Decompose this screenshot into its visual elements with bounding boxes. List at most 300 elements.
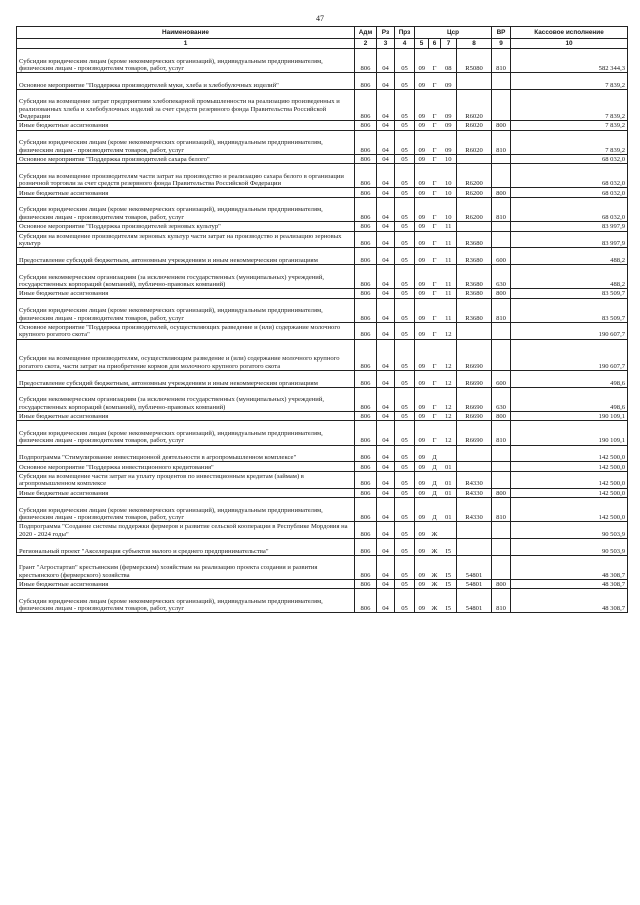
row-rz: 04 — [377, 339, 395, 370]
row-adm: 806 — [355, 522, 377, 539]
column-number: 5 — [415, 39, 429, 49]
row-cs-subprogram: Г — [429, 130, 441, 154]
row-adm: 806 — [355, 289, 377, 299]
row-sum: 48 308,7 — [511, 589, 628, 613]
row-adm: 806 — [355, 231, 377, 248]
row-adm: 806 — [355, 73, 377, 90]
table-row — [17, 130, 628, 154]
row-cs-direction: R3680 — [457, 289, 492, 299]
row-cs-subprogram: Г — [429, 298, 441, 322]
header-vr: ВР — [492, 27, 511, 39]
row-cs-direction — [457, 322, 492, 339]
column-number: 1 — [17, 39, 355, 49]
row-prz: 05 — [395, 522, 415, 539]
table-row — [17, 49, 628, 73]
row-cs-event: 12 — [441, 421, 457, 445]
row-cs-subprogram: Г — [429, 248, 441, 265]
row-vr: 800 — [492, 121, 511, 131]
table-row — [17, 121, 628, 131]
row-prz: 05 — [395, 73, 415, 90]
row-name: Субсидии на возмещение затрат предприятиям хлебопекарной промышленности на реализацию произведенных и реализованных хлеба и хлебобулочных изделий за счет средств резервного фонда Правительства Российской Федерации — [17, 89, 355, 120]
row-cs-direction: R3680 — [457, 248, 492, 265]
row-name: Субсидии юридическим лицам (кроме некоммерческих организаций), индивидуальным предпринимателям, физическим лицам - производителям товаров, работ, услуг — [17, 197, 355, 221]
table-row — [17, 462, 628, 472]
row-sum: 68 032,0 — [511, 164, 628, 188]
row-cs-program: 09 — [415, 154, 429, 164]
table-row — [17, 539, 628, 556]
column-number: 4 — [395, 39, 415, 49]
row-rz: 04 — [377, 188, 395, 198]
row-prz: 05 — [395, 130, 415, 154]
row-adm: 806 — [355, 555, 377, 579]
row-cs-event: 11 — [441, 231, 457, 248]
row-vr — [492, 231, 511, 248]
row-vr: 600 — [492, 371, 511, 388]
header-sum: Кассовое исполнение — [511, 27, 628, 39]
row-rz: 04 — [377, 197, 395, 221]
row-sum: 142 500,0 — [511, 498, 628, 522]
row-cs-direction: R6690 — [457, 411, 492, 421]
row-sum: 488,2 — [511, 248, 628, 265]
row-rz: 04 — [377, 73, 395, 90]
row-cs-subprogram: Г — [429, 89, 441, 120]
row-prz: 05 — [395, 539, 415, 556]
row-prz: 05 — [395, 488, 415, 498]
row-prz: 05 — [395, 289, 415, 299]
row-prz: 05 — [395, 445, 415, 462]
row-cs-subprogram: Г — [429, 411, 441, 421]
row-name: Субсидии некоммерческим организациям (за исключением государственных (муниципальных) учреждений, государственных корпораций (компаний), публично-правовых компаний) — [17, 387, 355, 411]
row-adm: 806 — [355, 121, 377, 131]
row-name: Предоставление субсидий бюджетным, автономным учреждениям и иным некоммерческим организациям — [17, 371, 355, 388]
row-cs-program: 09 — [415, 579, 429, 589]
row-cs-direction: R6690 — [457, 371, 492, 388]
row-vr: 630 — [492, 387, 511, 411]
row-cs-program: 09 — [415, 188, 429, 198]
row-cs-subprogram: Г — [429, 197, 441, 221]
row-rz: 04 — [377, 130, 395, 154]
row-cs-event: I5 — [441, 579, 457, 589]
row-name: Иные бюджетные ассигнования — [17, 121, 355, 131]
row-cs-event: 12 — [441, 371, 457, 388]
row-rz: 04 — [377, 421, 395, 445]
row-cs-event: 08 — [441, 49, 457, 73]
row-name: Иные бюджетные ассигнования — [17, 488, 355, 498]
row-vr — [492, 445, 511, 462]
row-prz: 05 — [395, 579, 415, 589]
row-cs-program: 09 — [415, 488, 429, 498]
row-cs-program: 09 — [415, 265, 429, 289]
row-sum: 83 509,7 — [511, 298, 628, 322]
row-cs-direction: R6020 — [457, 130, 492, 154]
row-name: Основное мероприятие "Поддержка производителей зерновых культур" — [17, 222, 355, 232]
row-vr — [492, 322, 511, 339]
row-cs-subprogram: Г — [429, 73, 441, 90]
row-cs-program: 09 — [415, 462, 429, 472]
row-vr: 630 — [492, 265, 511, 289]
row-cs-direction: 54801 — [457, 555, 492, 579]
row-cs-direction: R3680 — [457, 298, 492, 322]
row-cs-event: 09 — [441, 130, 457, 154]
row-rz: 04 — [377, 154, 395, 164]
row-rz: 04 — [377, 89, 395, 120]
row-cs-program: 09 — [415, 411, 429, 421]
row-cs-event: 11 — [441, 289, 457, 299]
table-row — [17, 498, 628, 522]
row-cs-program: 09 — [415, 121, 429, 131]
row-name: Субсидии юридическим лицам (кроме некоммерческих организаций), индивидуальным предпринимателям, физическим лицам - производителям товаров, работ, услуг — [17, 298, 355, 322]
row-rz: 04 — [377, 222, 395, 232]
row-cs-subprogram: Г — [429, 121, 441, 131]
row-sum: 68 032,0 — [511, 154, 628, 164]
row-vr: 800 — [492, 289, 511, 299]
row-cs-program: 09 — [415, 555, 429, 579]
row-cs-program: 09 — [415, 49, 429, 73]
row-cs-direction: R6690 — [457, 421, 492, 445]
row-cs-subprogram: Д — [429, 488, 441, 498]
row-adm: 806 — [355, 589, 377, 613]
table-row — [17, 522, 628, 539]
row-cs-subprogram: Ж — [429, 539, 441, 556]
table-row — [17, 197, 628, 221]
column-number-row — [17, 39, 628, 49]
row-cs-program: 09 — [415, 73, 429, 90]
row-prz: 05 — [395, 248, 415, 265]
row-cs-program: 09 — [415, 222, 429, 232]
row-vr: 800 — [492, 488, 511, 498]
row-name: Региональный проект "Акселерация субъектов малого и среднего предпринимательства" — [17, 539, 355, 556]
row-cs-event: 12 — [441, 339, 457, 370]
row-cs-subprogram: Г — [429, 231, 441, 248]
row-cs-subprogram: Г — [429, 49, 441, 73]
row-cs-event: 09 — [441, 89, 457, 120]
row-adm: 806 — [355, 498, 377, 522]
row-cs-event: 01 — [441, 488, 457, 498]
row-prz: 05 — [395, 231, 415, 248]
row-cs-event: 01 — [441, 498, 457, 522]
row-name: Субсидии юридическим лицам (кроме некоммерческих организаций), индивидуальным предпринимателям, физическим лицам - производителям товаров, работ, услуг — [17, 421, 355, 445]
row-rz: 04 — [377, 589, 395, 613]
row-cs-event: 01 — [441, 471, 457, 488]
table-row — [17, 589, 628, 613]
table-row — [17, 154, 628, 164]
row-cs-event: 11 — [441, 248, 457, 265]
row-cs-subprogram: Г — [429, 387, 441, 411]
row-rz: 04 — [377, 231, 395, 248]
row-prz: 05 — [395, 121, 415, 131]
row-sum: 190 607,7 — [511, 339, 628, 370]
row-adm: 806 — [355, 154, 377, 164]
row-vr — [492, 89, 511, 120]
row-name: Подпрограмма "Стимулирование инвестиционной деятельности в агропромышленном комплексе" — [17, 445, 355, 462]
row-cs-subprogram: Г — [429, 421, 441, 445]
row-cs-program: 09 — [415, 231, 429, 248]
row-cs-event: 11 — [441, 222, 457, 232]
table-row — [17, 421, 628, 445]
row-rz: 04 — [377, 539, 395, 556]
row-cs-direction: 54801 — [457, 579, 492, 589]
table-row — [17, 89, 628, 120]
row-sum: 48 308,7 — [511, 555, 628, 579]
row-name: Подпрограмма "Создание системы поддержки фермеров и развитие сельской кооперации в Республике Мордовия на 2020 - 2024 годы" — [17, 522, 355, 539]
row-prz: 05 — [395, 411, 415, 421]
row-name: Субсидии некоммерческим организациям (за исключением государственных (муниципальных) учреждений, государственных корпораций (компаний), публично-правовых компаний) — [17, 265, 355, 289]
row-prz: 05 — [395, 188, 415, 198]
row-name: Основное мероприятие "Поддержка производителей сахара белого" — [17, 154, 355, 164]
row-prz: 05 — [395, 164, 415, 188]
row-sum: 83 509,7 — [511, 289, 628, 299]
row-sum: 68 032,0 — [511, 197, 628, 221]
row-sum: 142 500,0 — [511, 488, 628, 498]
row-name: Предоставление субсидий бюджетным, автономным учреждениям и иным некоммерческим организациям — [17, 248, 355, 265]
row-rz: 04 — [377, 471, 395, 488]
row-cs-event: 10 — [441, 154, 457, 164]
row-cs-direction: R6690 — [457, 339, 492, 370]
row-prz: 05 — [395, 322, 415, 339]
row-cs-program: 09 — [415, 421, 429, 445]
row-cs-direction: R6020 — [457, 121, 492, 131]
row-cs-subprogram: Г — [429, 222, 441, 232]
row-vr: 810 — [492, 589, 511, 613]
row-prz: 05 — [395, 462, 415, 472]
row-adm: 806 — [355, 421, 377, 445]
row-cs-direction — [457, 154, 492, 164]
row-prz: 05 — [395, 197, 415, 221]
row-cs-subprogram: Г — [429, 289, 441, 299]
row-adm: 806 — [355, 188, 377, 198]
table-row — [17, 188, 628, 198]
row-cs-program: 09 — [415, 339, 429, 370]
row-name: Субсидии на возмещение производителям, осуществляющим разведение и (или) содержание молочного крупного рогатого скота, части затрат на приобретение кормов для молочного крупного рогатого скота — [17, 339, 355, 370]
table-row — [17, 488, 628, 498]
row-cs-event: 10 — [441, 197, 457, 221]
row-cs-direction: 54801 — [457, 589, 492, 613]
table-row — [17, 289, 628, 299]
row-cs-direction: R6020 — [457, 89, 492, 120]
row-cs-program: 09 — [415, 589, 429, 613]
row-rz: 04 — [377, 49, 395, 73]
column-number: 6 — [429, 39, 441, 49]
row-cs-program: 09 — [415, 164, 429, 188]
table-row — [17, 73, 628, 90]
header-adm: Адм — [355, 27, 377, 39]
row-sum: 488,2 — [511, 265, 628, 289]
row-vr — [492, 339, 511, 370]
row-cs-direction: R4330 — [457, 498, 492, 522]
row-rz: 04 — [377, 579, 395, 589]
row-sum: 142 500,0 — [511, 445, 628, 462]
row-prz: 05 — [395, 555, 415, 579]
header-rz: Рз — [377, 27, 395, 39]
row-name: Субсидии юридическим лицам (кроме некоммерческих организаций), индивидуальным предпринимателям, физическим лицам - производителям товаров, работ, услуг — [17, 589, 355, 613]
row-cs-direction: R6200 — [457, 188, 492, 198]
row-name: Иные бюджетные ассигнования — [17, 289, 355, 299]
row-name: Основное мероприятие "Поддержка производителей, осуществляющих разведение и (или) содержание молочного крупного рогатого скота" — [17, 322, 355, 339]
row-cs-direction: R6690 — [457, 387, 492, 411]
table-row — [17, 371, 628, 388]
row-cs-event: 09 — [441, 73, 457, 90]
row-cs-direction — [457, 73, 492, 90]
row-adm: 806 — [355, 197, 377, 221]
row-prz: 05 — [395, 589, 415, 613]
row-name: Грант "Агростартап" крестьянским (фермерским) хозяйствам на реализацию проекта создания и развития крестьянского (фермерского) хозяйства — [17, 555, 355, 579]
row-sum: 498,6 — [511, 371, 628, 388]
row-cs-subprogram: Д — [429, 498, 441, 522]
row-prz: 05 — [395, 421, 415, 445]
row-cs-subprogram: Г — [429, 154, 441, 164]
header-row — [17, 27, 628, 39]
row-cs-event: 01 — [441, 462, 457, 472]
row-cs-event: 09 — [441, 121, 457, 131]
row-sum: 7 839,2 — [511, 130, 628, 154]
row-adm: 806 — [355, 579, 377, 589]
row-rz: 04 — [377, 298, 395, 322]
row-cs-event: I5 — [441, 539, 457, 556]
row-vr: 600 — [492, 248, 511, 265]
row-adm: 806 — [355, 164, 377, 188]
row-rz: 04 — [377, 248, 395, 265]
row-adm: 806 — [355, 411, 377, 421]
row-sum: 190 109,1 — [511, 411, 628, 421]
table-row — [17, 445, 628, 462]
header-prz: Прз — [395, 27, 415, 39]
row-cs-event: 11 — [441, 265, 457, 289]
table-row — [17, 339, 628, 370]
table-row — [17, 322, 628, 339]
row-cs-program: 09 — [415, 371, 429, 388]
table-row — [17, 555, 628, 579]
column-number: 8 — [457, 39, 492, 49]
header-name: Наименование — [17, 27, 355, 39]
row-cs-direction: R4330 — [457, 488, 492, 498]
row-sum: 7 839,2 — [511, 89, 628, 120]
row-sum: 48 308,7 — [511, 579, 628, 589]
table-body — [17, 49, 628, 613]
row-prz: 05 — [395, 89, 415, 120]
table-row — [17, 471, 628, 488]
row-vr — [492, 154, 511, 164]
row-rz: 04 — [377, 322, 395, 339]
row-adm: 806 — [355, 298, 377, 322]
row-prz: 05 — [395, 339, 415, 370]
row-name: Субсидии на возмещение производителям части затрат на производство и реализацию сахара белого в организации розничной торговли за счет средств резервного фонда Правительства Российской Федерации — [17, 164, 355, 188]
column-number: 9 — [492, 39, 511, 49]
row-cs-subprogram: Д — [429, 471, 441, 488]
row-vr: 810 — [492, 197, 511, 221]
row-cs-program: 09 — [415, 89, 429, 120]
row-cs-program: 09 — [415, 522, 429, 539]
row-cs-subprogram: Ж — [429, 579, 441, 589]
row-cs-direction: R4330 — [457, 471, 492, 488]
row-name: Субсидии юридическим лицам (кроме некоммерческих организаций), индивидуальным предпринимателям, физическим лицам - производителям товаров, работ, услуг — [17, 49, 355, 73]
row-sum: 142 500,0 — [511, 462, 628, 472]
row-cs-program: 09 — [415, 130, 429, 154]
row-cs-event: I5 — [441, 555, 457, 579]
row-cs-program: 09 — [415, 248, 429, 265]
row-name: Иные бюджетные ассигнования — [17, 188, 355, 198]
row-vr: 800 — [492, 411, 511, 421]
row-cs-program: 09 — [415, 539, 429, 556]
table-row — [17, 248, 628, 265]
page-number: 47 — [316, 14, 324, 23]
row-rz: 04 — [377, 555, 395, 579]
row-name: Иные бюджетные ассигнования — [17, 411, 355, 421]
row-vr: 810 — [492, 298, 511, 322]
row-cs-subprogram: Г — [429, 188, 441, 198]
row-cs-event — [441, 445, 457, 462]
row-adm: 806 — [355, 462, 377, 472]
column-number: 2 — [355, 39, 377, 49]
row-vr: 810 — [492, 49, 511, 73]
row-adm: 806 — [355, 322, 377, 339]
row-name: Основное мероприятие "Поддержка инвестиционного кредитования" — [17, 462, 355, 472]
row-rz: 04 — [377, 462, 395, 472]
row-cs-event: 12 — [441, 387, 457, 411]
row-cs-event: 12 — [441, 411, 457, 421]
row-cs-direction: R3680 — [457, 265, 492, 289]
row-sum: 83 997,9 — [511, 231, 628, 248]
table-row — [17, 222, 628, 232]
row-cs-event: 12 — [441, 322, 457, 339]
row-vr: 810 — [492, 421, 511, 445]
row-prz: 05 — [395, 49, 415, 73]
row-name: Субсидии юридическим лицам (кроме некоммерческих организаций), индивидуальным предпринимателям, физическим лицам - производителям товаров, работ, услуг — [17, 130, 355, 154]
row-sum: 83 997,9 — [511, 222, 628, 232]
table-row — [17, 387, 628, 411]
row-adm: 806 — [355, 539, 377, 556]
row-cs-subprogram: Ж — [429, 589, 441, 613]
row-adm: 806 — [355, 49, 377, 73]
row-prz: 05 — [395, 498, 415, 522]
column-number: 7 — [441, 39, 457, 49]
table-row — [17, 265, 628, 289]
row-cs-subprogram: Г — [429, 371, 441, 388]
row-cs-direction: R6200 — [457, 197, 492, 221]
row-vr — [492, 462, 511, 472]
row-cs-program: 09 — [415, 445, 429, 462]
row-rz: 04 — [377, 498, 395, 522]
row-vr: 810 — [492, 498, 511, 522]
row-vr — [492, 164, 511, 188]
row-sum: 68 032,0 — [511, 188, 628, 198]
row-prz: 05 — [395, 387, 415, 411]
row-sum: 90 503,9 — [511, 539, 628, 556]
row-cs-program: 09 — [415, 298, 429, 322]
row-vr — [492, 73, 511, 90]
row-cs-direction: R6200 — [457, 164, 492, 188]
row-prz: 05 — [395, 298, 415, 322]
row-adm: 806 — [355, 130, 377, 154]
row-cs-program: 09 — [415, 322, 429, 339]
row-adm: 806 — [355, 488, 377, 498]
row-sum: 190 109,1 — [511, 421, 628, 445]
row-cs-subprogram: Ж — [429, 522, 441, 539]
row-adm: 806 — [355, 371, 377, 388]
row-vr — [492, 555, 511, 579]
row-sum: 7 839,2 — [511, 73, 628, 90]
row-cs-direction — [457, 539, 492, 556]
table-row — [17, 298, 628, 322]
row-adm: 806 — [355, 339, 377, 370]
row-cs-subprogram: Г — [429, 339, 441, 370]
row-rz: 04 — [377, 488, 395, 498]
row-cs-direction — [457, 222, 492, 232]
row-prz: 05 — [395, 154, 415, 164]
row-cs-direction — [457, 445, 492, 462]
column-number: 3 — [377, 39, 395, 49]
table-row — [17, 411, 628, 421]
row-cs-event: 10 — [441, 188, 457, 198]
